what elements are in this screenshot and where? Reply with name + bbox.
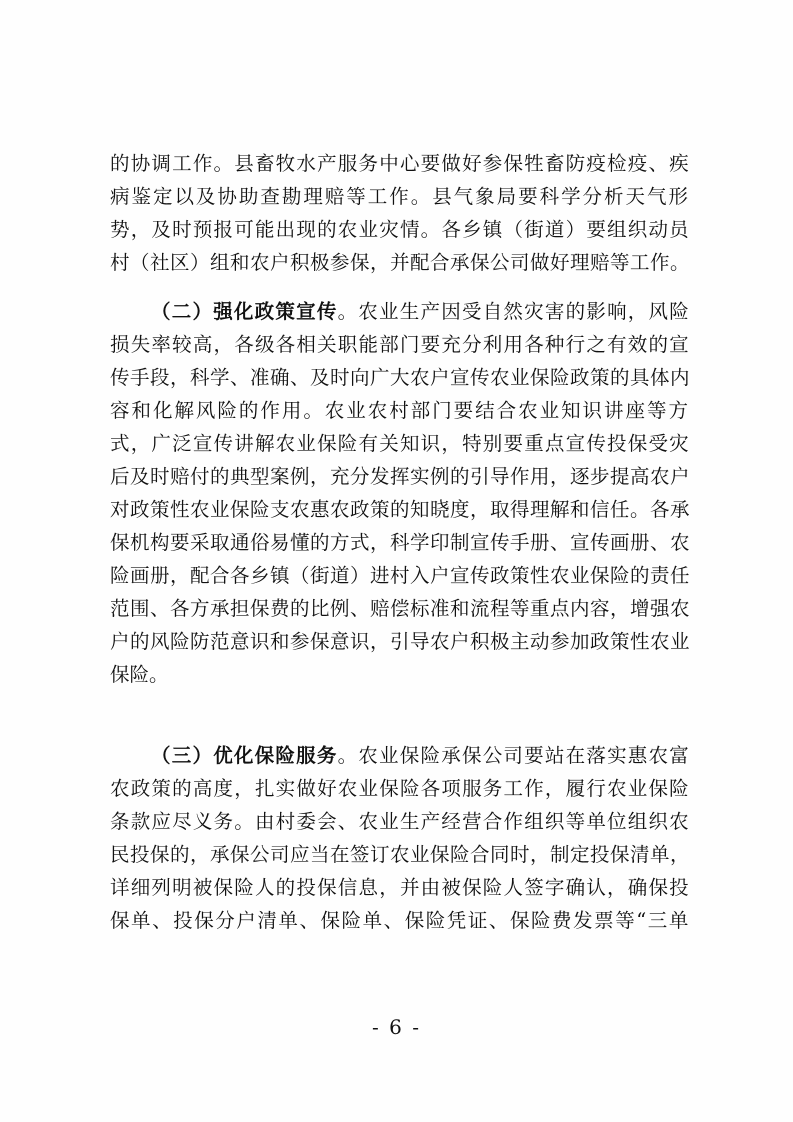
paragraph-3 (110, 739, 690, 937)
paragraph-2-line-4: 容和化解风险的作用。农业农村部门要结合农业知识讲座等方 (110, 399, 690, 422)
paragraph-2-line-10: 范围、各方承担保费的比例、赔偿标准和流程等重点内容，增强农 (110, 597, 691, 620)
section-heading-3: （三）优化保险服务 (151, 744, 338, 767)
paragraph-2-line-8: 保机构要采取通俗易懂的方式，科学印制宣传手册、宣传画册、农 (110, 531, 691, 554)
paragraph-2-line-12: 保险。 (110, 663, 169, 686)
paragraph-1-line-1: 的协调工作。县畜牧水产服务中心要做好参保牲畜防疫检疫、疾 (110, 152, 690, 175)
paragraph-1-line-2: 病鉴定以及协助查勘理赔等工作。县气象局要科学分析天气形 (110, 185, 690, 208)
paragraph-3-first-line (110, 739, 690, 772)
paragraph-1-line-4: 村（社区）组和农户积极参保，并配合承保公司做好理赔等工作。 (110, 251, 691, 274)
paragraph-3-line-2: 农政策的高度，扎实做好农业保险各项服务工作，履行农业保险 (110, 777, 690, 800)
paragraph-2-first-line-text: 。农业生产因受自然灾害的影响，风险 (337, 300, 690, 323)
paragraph-3-line-4: 民投保的，承保公司应当在签订农业保险合同时，制定投保清单， (110, 843, 691, 866)
paragraph-3-line-3: 条款应尽义务。由村委会、农业生产经营合作组织等单位组织农 (110, 810, 690, 833)
paragraph-2-line-3: 传手段，科学、准确、及时向广大农户宣传农业保险政策的具体内 (110, 366, 691, 389)
paragraph-1 (110, 147, 690, 279)
paragraph-3-first-line-text: 。农业保险承保公司要站在落实惠农富 (337, 744, 690, 767)
paragraph-1-line-3: 势，及时预报可能出现的农业灾情。各乡镇（街道）要组织动员 (110, 218, 690, 241)
paragraph-2 (110, 295, 690, 691)
paragraph-2-line-2: 损失率较高，各级各相关职能部门要充分利用各种行之有效的宣 (110, 333, 690, 356)
paragraph-2-line-9: 险画册，配合各乡镇（街道）进村入户宣传政策性农业保险的责任 (110, 564, 691, 587)
paragraph-2-line-5: 式，广泛宣传讲解农业保险有关知识，特别要重点宣传投保受灾 (110, 432, 690, 455)
paragraph-2-first-line (110, 295, 690, 328)
paragraph-3-line-5: 详细列明被保险人的投保信息，并由被保险人签字确认，确保投 (110, 876, 690, 899)
paragraph-2-line-11: 户的风险防范意识和参保意识，引导农户积极主动参加政策性农业 (110, 630, 691, 653)
paragraph-2-line-7: 对政策性农业保险支农惠农政策的知晓度，取得理解和信任。各承 (110, 498, 691, 521)
paragraph-2-line-6: 后及时赔付的典型案例，充分发挥实例的引导作用，逐步提高农户 (110, 465, 691, 488)
page-number: - 6 - (372, 1015, 421, 1039)
section-heading-2: （二）强化政策宣传 (151, 300, 338, 323)
paragraph-3-line-6: 保单、投保分户清单、保险单、保险凭证、保险费发票等“三单 (110, 909, 690, 932)
